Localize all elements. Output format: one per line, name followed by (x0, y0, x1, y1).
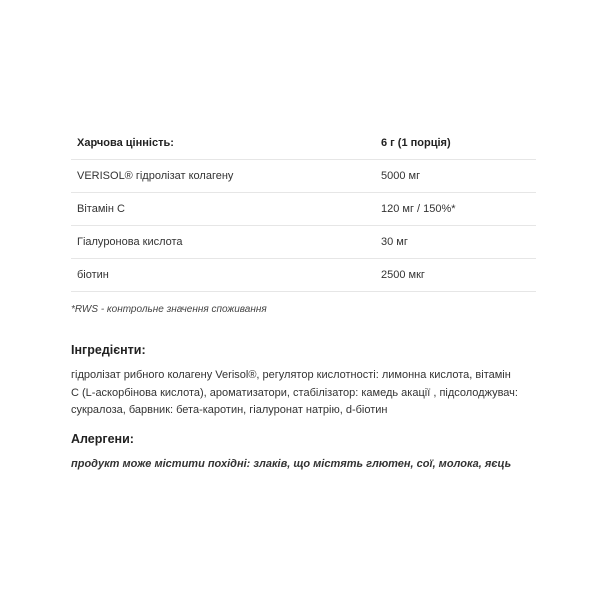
allergens-text: продукт може містити похідні: злаків, що містять глютен, сої, молока, яєць (71, 458, 512, 470)
nutrient-amount: 30 мг (375, 226, 536, 259)
rws-footnote: *RWS - контрольне значення споживання (71, 304, 267, 315)
nutrient-amount: 5000 мг (375, 160, 536, 193)
ingredients-line: C (L-аскорбінова кислота), ароматизатори, стабілізатор: камедь акації , підсолоджувач: (71, 386, 518, 399)
nutrition-header-amount: 6 г (1 порція) (375, 127, 536, 160)
ingredients-text (71, 367, 541, 420)
nutrient-name: Гіалуронова кислота (71, 226, 375, 259)
nutrition-header-row (71, 127, 536, 160)
table-row (71, 160, 536, 193)
nutrient-amount: 120 мг / 150%* (375, 193, 536, 226)
allergens-title: Алергени: (71, 432, 134, 446)
table-row (71, 226, 536, 259)
ingredients-title: Інгредієнти: (71, 343, 146, 357)
nutrient-name: VERISOL® гідролізат колагену (71, 160, 375, 193)
nutrient-name: Вітамін C (71, 193, 375, 226)
ingredients-line: сукралоза, барвник: бета-каротин, гіалуронат натрію, d-біотин (71, 404, 388, 416)
nutrition-header-name: Харчова цінність: (71, 127, 375, 160)
nutrition-table (71, 127, 536, 292)
nutrient-name: біотин (71, 259, 375, 292)
ingredients-line: гідролізат рибного колагену Verisol®, регулятор кислотності: лимонна кислота, вітамін (71, 369, 511, 381)
nutrient-amount: 2500 мкг (375, 259, 536, 292)
table-row (71, 193, 536, 226)
table-row (71, 259, 536, 292)
